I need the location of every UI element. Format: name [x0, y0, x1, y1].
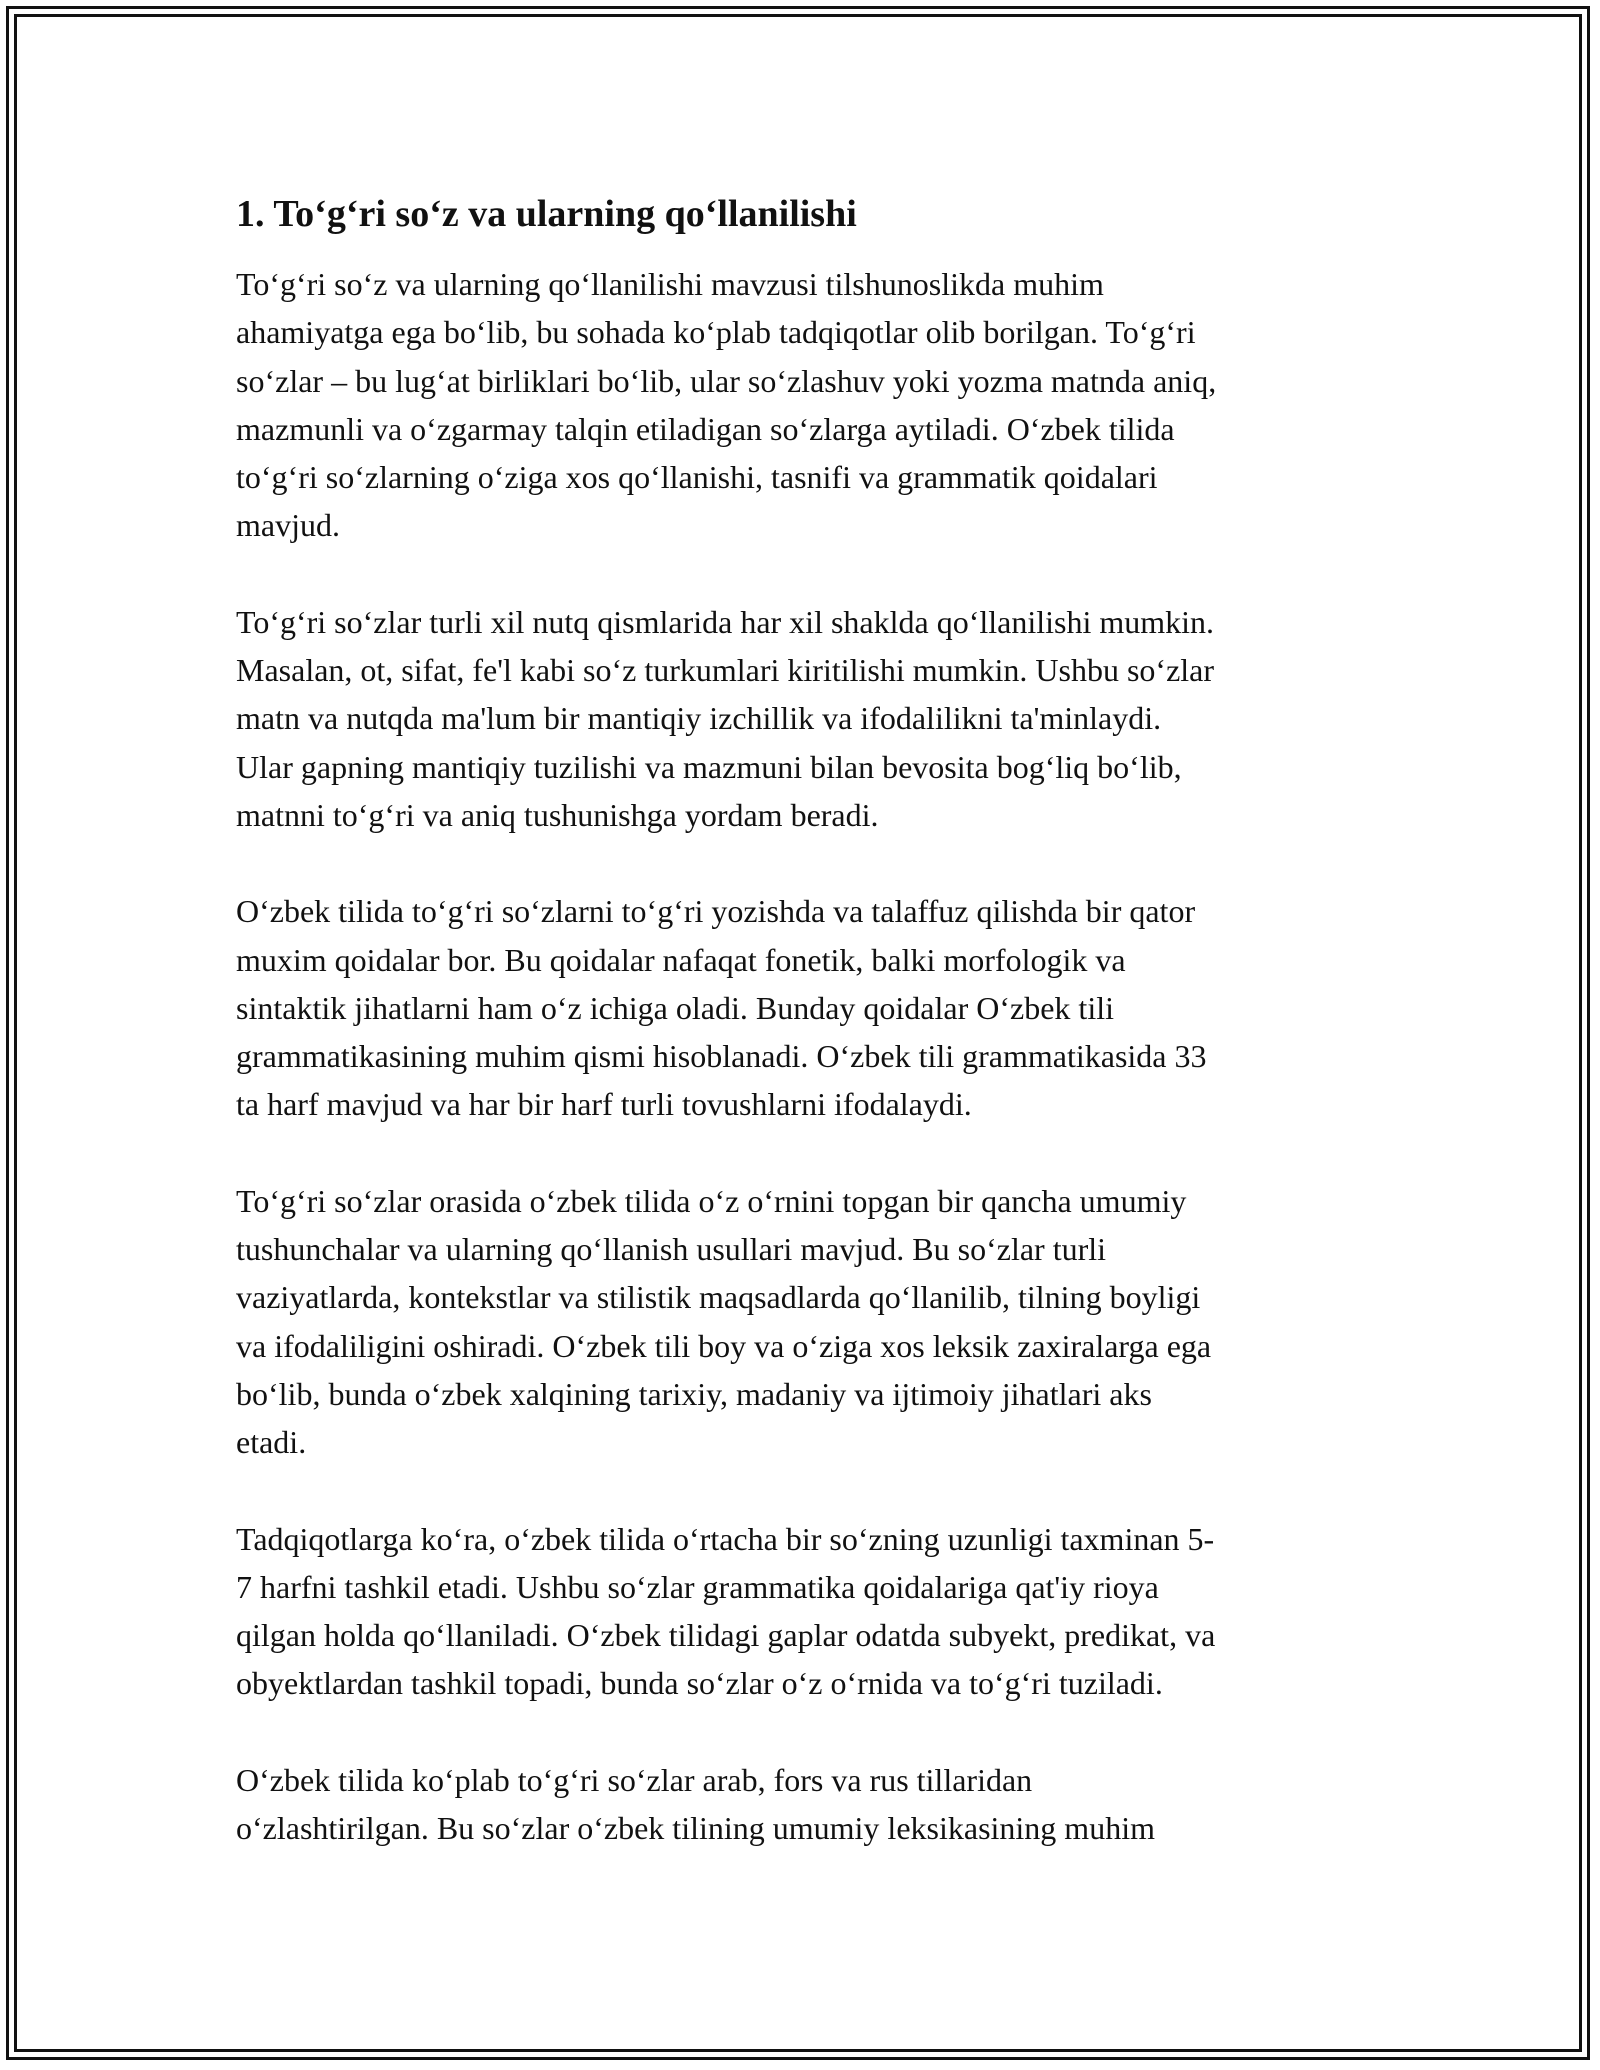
section-heading: 1. To‘g‘ri so‘z va ularning qo‘llanilishi	[236, 193, 857, 235]
paragraph-3	[236, 887, 1366, 1128]
text-line: tushunchalar va ularning qo‘llanish usullari mavjud. Bu so‘zlar turli	[236, 1231, 1107, 1268]
paragraph-1	[236, 260, 1366, 550]
text-line: O‘zbek tilida ko‘plab to‘g‘ri so‘zlar arab, fors va rus tillaridan	[236, 1761, 1033, 1798]
text-line: To‘g‘ri so‘zlar turli xil nutq qismlarida har xil shaklda qo‘llanilishi mumkin.	[236, 603, 1215, 640]
text-line: mavjud.	[236, 507, 340, 544]
text-line: vaziyatlarda, kontekstlar va stilistik maqsadlarda qo‘llanilib, tilning boyligi	[236, 1279, 1201, 1316]
text-line: to‘g‘ri so‘zlarning o‘ziga xos qo‘llanishi, tasnifi va grammatik qoidalari	[236, 459, 1158, 496]
text-line: qilgan holda qo‘llaniladi. O‘zbek tilidagi gaplar odatda subyekt, predikat, va	[236, 1617, 1216, 1654]
text-line: Tadqiqotlarga ko‘ra, o‘zbek tilida o‘rtacha bir so‘zning uzunligi taxminan 5-	[236, 1520, 1215, 1557]
text-line: etadi.	[236, 1424, 307, 1461]
text-line: obyektlardan tashkil topadi, bunda so‘zlar o‘z o‘rnida va to‘g‘ri tuziladi.	[236, 1665, 1163, 1702]
text-line: 7 harfni tashkil etadi. Ushbu so‘zlar grammatika qoidalariga qat'iy rioya	[236, 1568, 1159, 1605]
paragraph-2	[236, 598, 1366, 839]
paragraph-5	[236, 1515, 1366, 1708]
text-line: mazmunli va o‘zgarmay talqin etiladigan so‘zlarga aytiladi. O‘zbek tilida	[236, 410, 1175, 447]
text-line: To‘g‘ri so‘zlar orasida o‘zbek tilida o‘z o‘rnini topgan bir qancha umumiy	[236, 1182, 1187, 1219]
text-line: Masalan, ot, sifat, fe'l kabi so‘z turkumlari kiritilishi mumkin. Ushbu so‘zlar	[236, 652, 1215, 689]
text-line: va ifodaliligini oshiradi. O‘zbek tili boy va o‘ziga xos leksik zaxiralarga ega	[236, 1327, 1212, 1364]
text-line: sintaktik jihatlarni ham o‘z ichiga oladi. Bunday qoidalar O‘zbek tili	[236, 989, 1114, 1026]
text-line: O‘zbek tilida to‘g‘ri so‘zlarni to‘g‘ri yozishda va talaffuz qilishda bir qator	[236, 893, 1196, 930]
text-line: bo‘lib, bunda o‘zbek xalqining tarixiy, madaniy va ijtimoiy jihatlari aks	[236, 1375, 1152, 1412]
text-line: matnni to‘g‘ri va aniq tushunishga yordam beradi.	[236, 796, 879, 833]
text-line: Ular gapning mantiqiy tuzilishi va mazmuni bilan bevosita bog‘liq bo‘lib,	[236, 748, 1182, 785]
text-line: muxim qoidalar bor. Bu qoidalar nafaqat fonetik, balki morfologik va	[236, 941, 1126, 978]
text-line: o‘zlashtirilgan. Bu so‘zlar o‘zbek tilining umumiy leksikasining muhim	[236, 1810, 1155, 1847]
text-line: grammatikasining muhim qismi hisoblanadi. O‘zbek tili grammatikasida 33	[236, 1038, 1207, 1075]
text-line: To‘g‘ri so‘z va ularning qo‘llanilishi mavzusi tilshunoslikda muhim	[236, 266, 1104, 302]
paragraph-6	[236, 1756, 1366, 1853]
text-line: ta harf mavjud va har bir harf turli tovushlarni ifodalaydi.	[236, 1086, 972, 1123]
text-line: so‘zlar – bu lug‘at birliklari bo‘lib, ular so‘zlashuv yoki yozma matnda aniq,	[236, 362, 1217, 399]
text-line: matn va nutqda ma'lum bir mantiqiy izchillik va ifodalilikni ta'minlaydi.	[236, 700, 1162, 737]
text-line: ahamiyatga ega bo‘lib, bu sohada ko‘plab tadqiqotlar olib borilgan. To‘g‘ri	[236, 314, 1196, 351]
document-body	[236, 186, 1366, 1900]
paragraph-4	[236, 1177, 1366, 1467]
